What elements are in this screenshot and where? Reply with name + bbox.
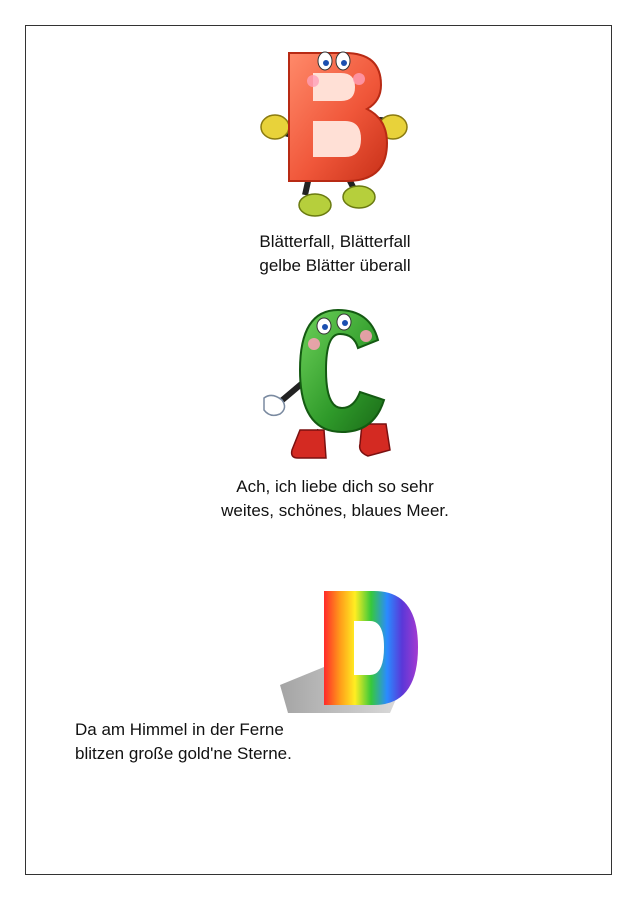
verse-line: Da am Himmel in der Ferne	[75, 720, 284, 739]
verse-line: gelbe Blätter überall	[259, 256, 411, 275]
verse-line: weites, schönes, blaues Meer.	[221, 501, 449, 520]
verse-line: Blätterfall, Blätterfall	[259, 232, 411, 251]
letter-c-illustration	[258, 300, 418, 470]
verse-c	[160, 475, 510, 523]
verse-b	[200, 230, 470, 278]
verse-line: blitzen große gold'ne Sterne.	[75, 744, 292, 763]
verse-line: Ach, ich liebe dich so sehr	[236, 477, 434, 496]
letter-d-illustration	[270, 585, 430, 720]
verse-d	[75, 718, 395, 766]
letter-b-illustration	[255, 45, 415, 225]
